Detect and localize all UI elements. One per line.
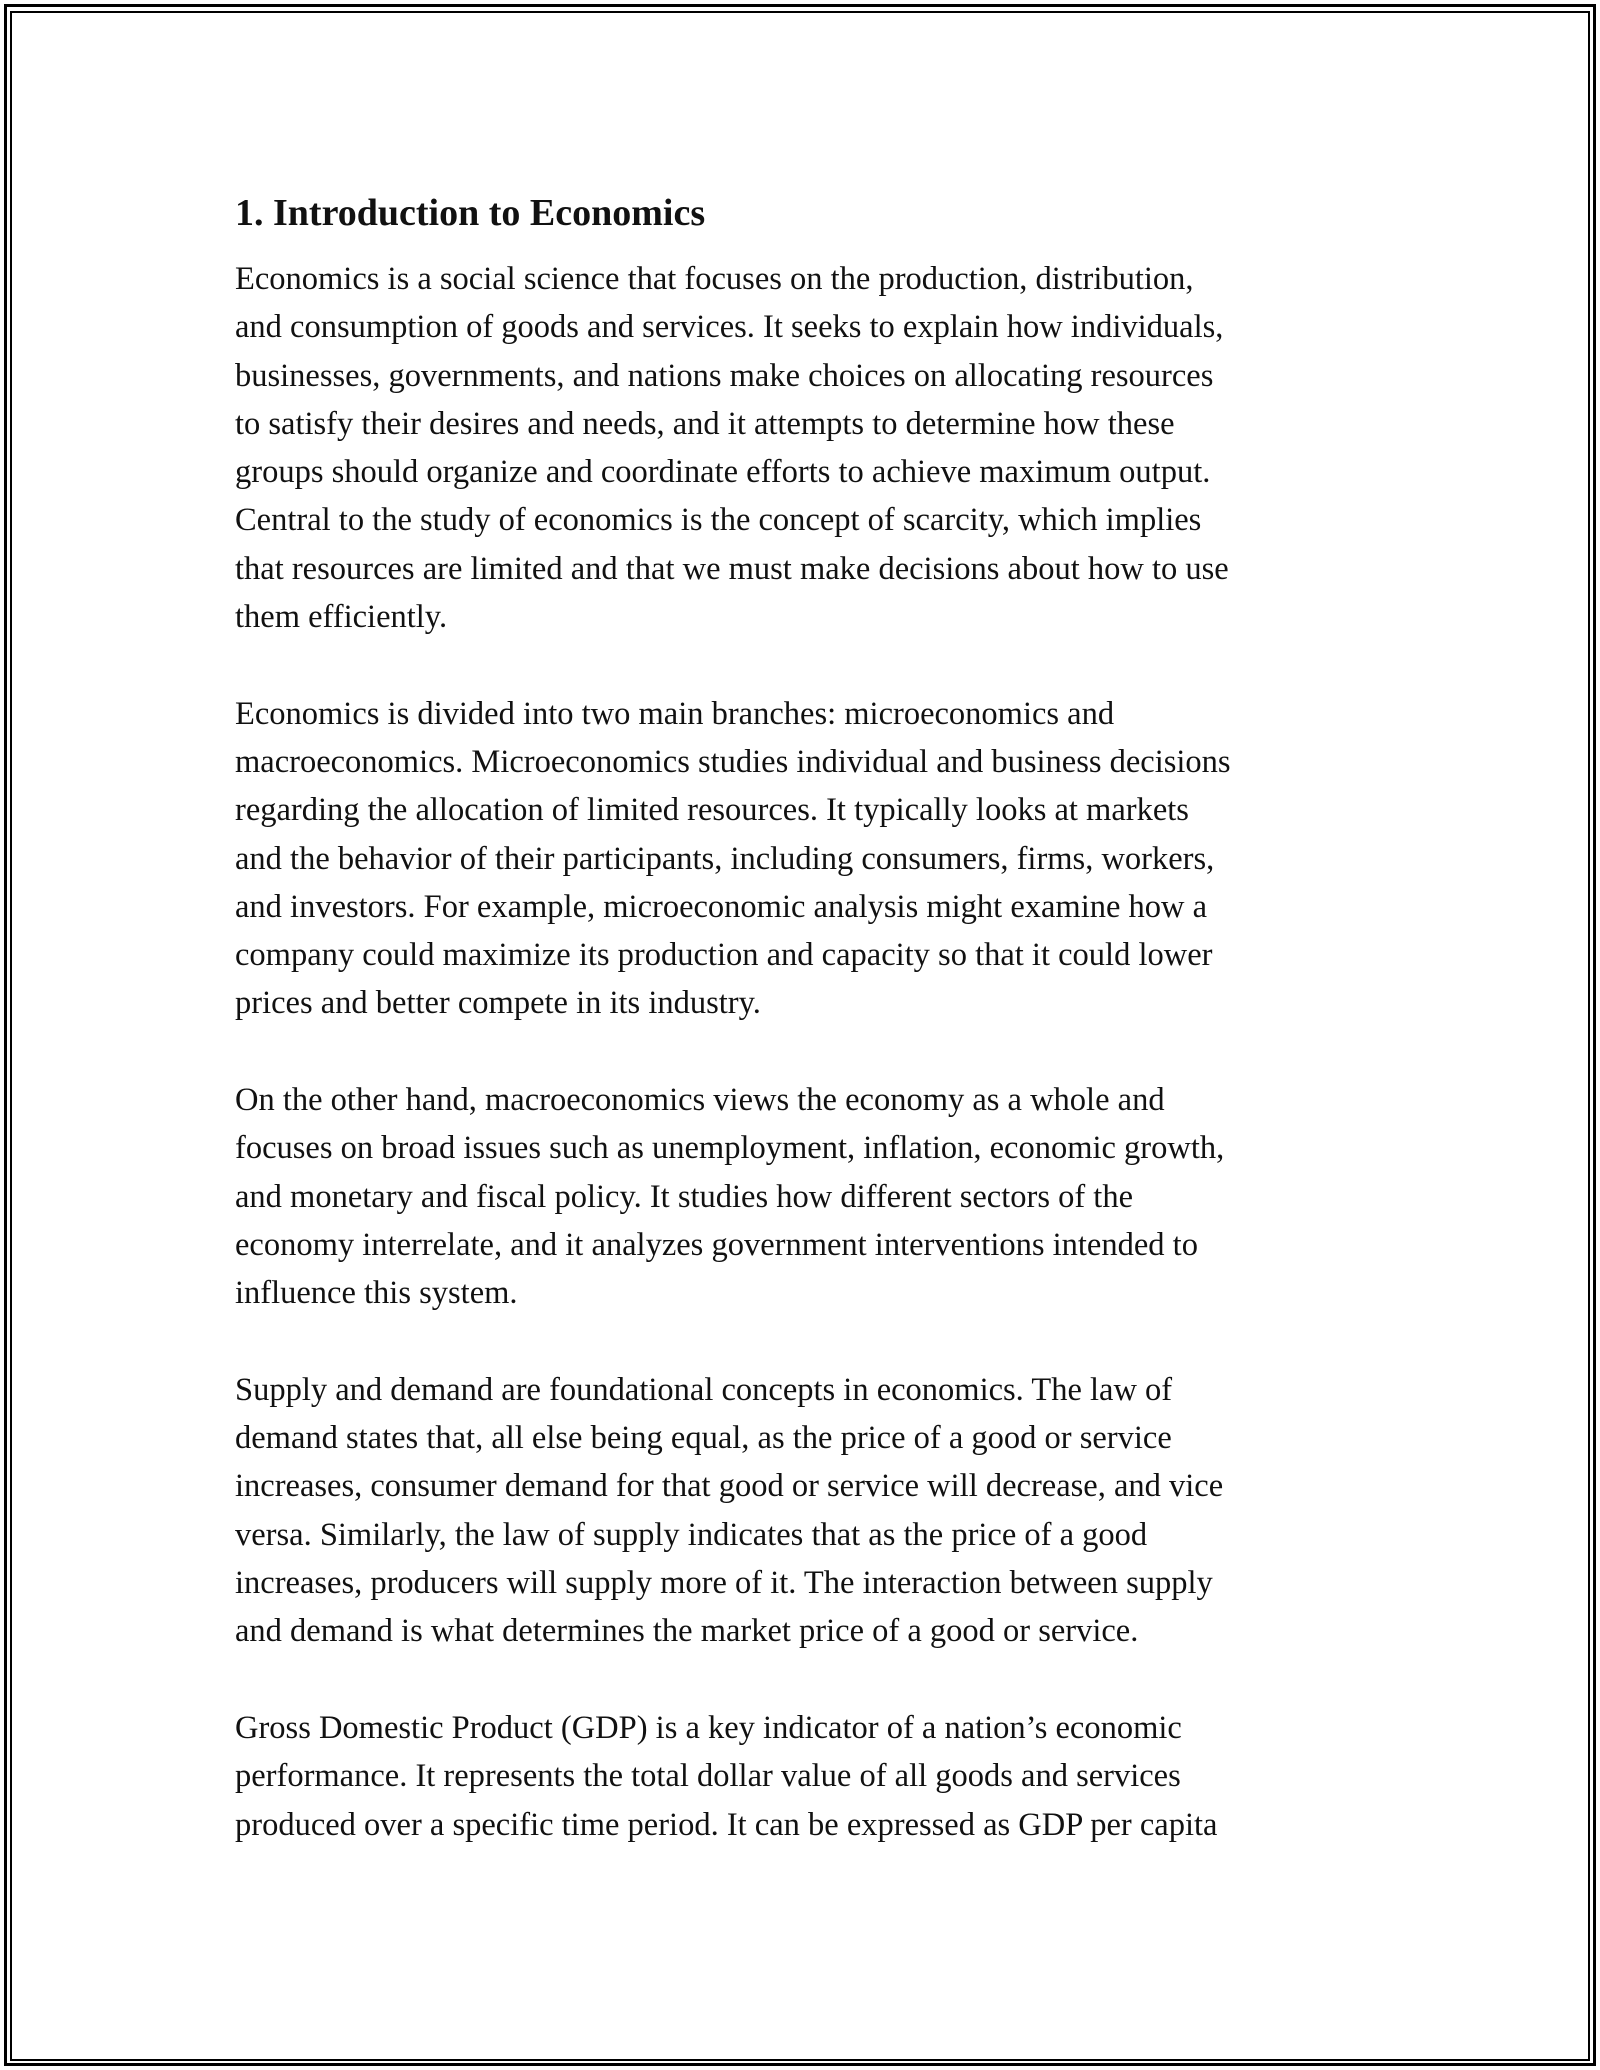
- paragraph-macroeconomics: [235, 1076, 1375, 1317]
- paragraph-gdp: [235, 1704, 1375, 1849]
- text-line: Economics is divided into two main branches: microeconomics and: [235, 695, 1115, 732]
- text-line: Central to the study of economics is the concept of scarcity, which implies: [235, 502, 1202, 539]
- text-line: and the behavior of their participants, including consumers, firms, workers,: [235, 840, 1215, 877]
- text-line: to satisfy their desires and needs, and it attempts to determine how these: [235, 405, 1175, 442]
- text-line: that resources are limited and that we must make decisions about how to use: [235, 550, 1229, 587]
- text-line: influence this system.: [235, 1275, 518, 1312]
- text-line: versa. Similarly, the law of supply indicates that as the price of a good: [235, 1516, 1148, 1553]
- text-line: demand states that, all else being equal, as the price of a good or service: [235, 1420, 1172, 1457]
- text-line: and monetary and fiscal policy. It studies how different sectors of the: [235, 1178, 1134, 1215]
- text-line: company could maximize its production and capacity so that it could lower: [235, 937, 1213, 974]
- text-line: groups should organize and coordinate efforts to achieve maximum output.: [235, 454, 1211, 491]
- paragraph-micro-macro-branches: [235, 690, 1375, 1028]
- paragraph-supply-demand: [235, 1366, 1375, 1656]
- text-line: performance. It represents the total dollar value of all goods and services: [235, 1758, 1181, 1795]
- text-line: and consumption of goods and services. It seeks to explain how individuals,: [235, 309, 1224, 346]
- text-line: focuses on broad issues such as unemployment, inflation, economic growth,: [235, 1130, 1225, 1167]
- text-line: increases, producers will supply more of it. The interaction between supply: [235, 1565, 1213, 1602]
- text-line: and demand is what determines the market price of a good or service.: [235, 1613, 1139, 1650]
- paragraph-economics-definition: [235, 255, 1375, 641]
- text-line: Gross Domestic Product (GDP) is a key indicator of a nation’s economic: [235, 1709, 1182, 1746]
- text-line: macroeconomics. Microeconomics studies individual and business decisions: [235, 743, 1231, 780]
- text-line: businesses, governments, and nations make choices on allocating resources: [235, 357, 1214, 394]
- text-line: prices and better compete in its industry.: [235, 985, 761, 1022]
- text-line: On the other hand, macroeconomics views the economy as a whole and: [235, 1082, 1165, 1119]
- text-line: and investors. For example, microeconomic analysis might examine how a: [235, 888, 1208, 925]
- section-title: 1. Introduction to Economics: [235, 192, 706, 234]
- document-body: [235, 185, 1375, 1897]
- text-line: them efficiently.: [235, 599, 448, 636]
- text-line: produced over a specific time period. It can be expressed as GDP per capita: [235, 1806, 1218, 1843]
- text-line: increases, consumer demand for that good or service will decrease, and vice: [235, 1468, 1224, 1505]
- text-line: economy interrelate, and it analyzes government interventions intended to: [235, 1226, 1198, 1263]
- text-line: Economics is a social science that focuses on the production, distribution,: [235, 261, 1194, 297]
- text-line: Supply and demand are foundational concepts in economics. The law of: [235, 1371, 1173, 1408]
- text-line: regarding the allocation of limited resources. It typically looks at markets: [235, 792, 1189, 829]
